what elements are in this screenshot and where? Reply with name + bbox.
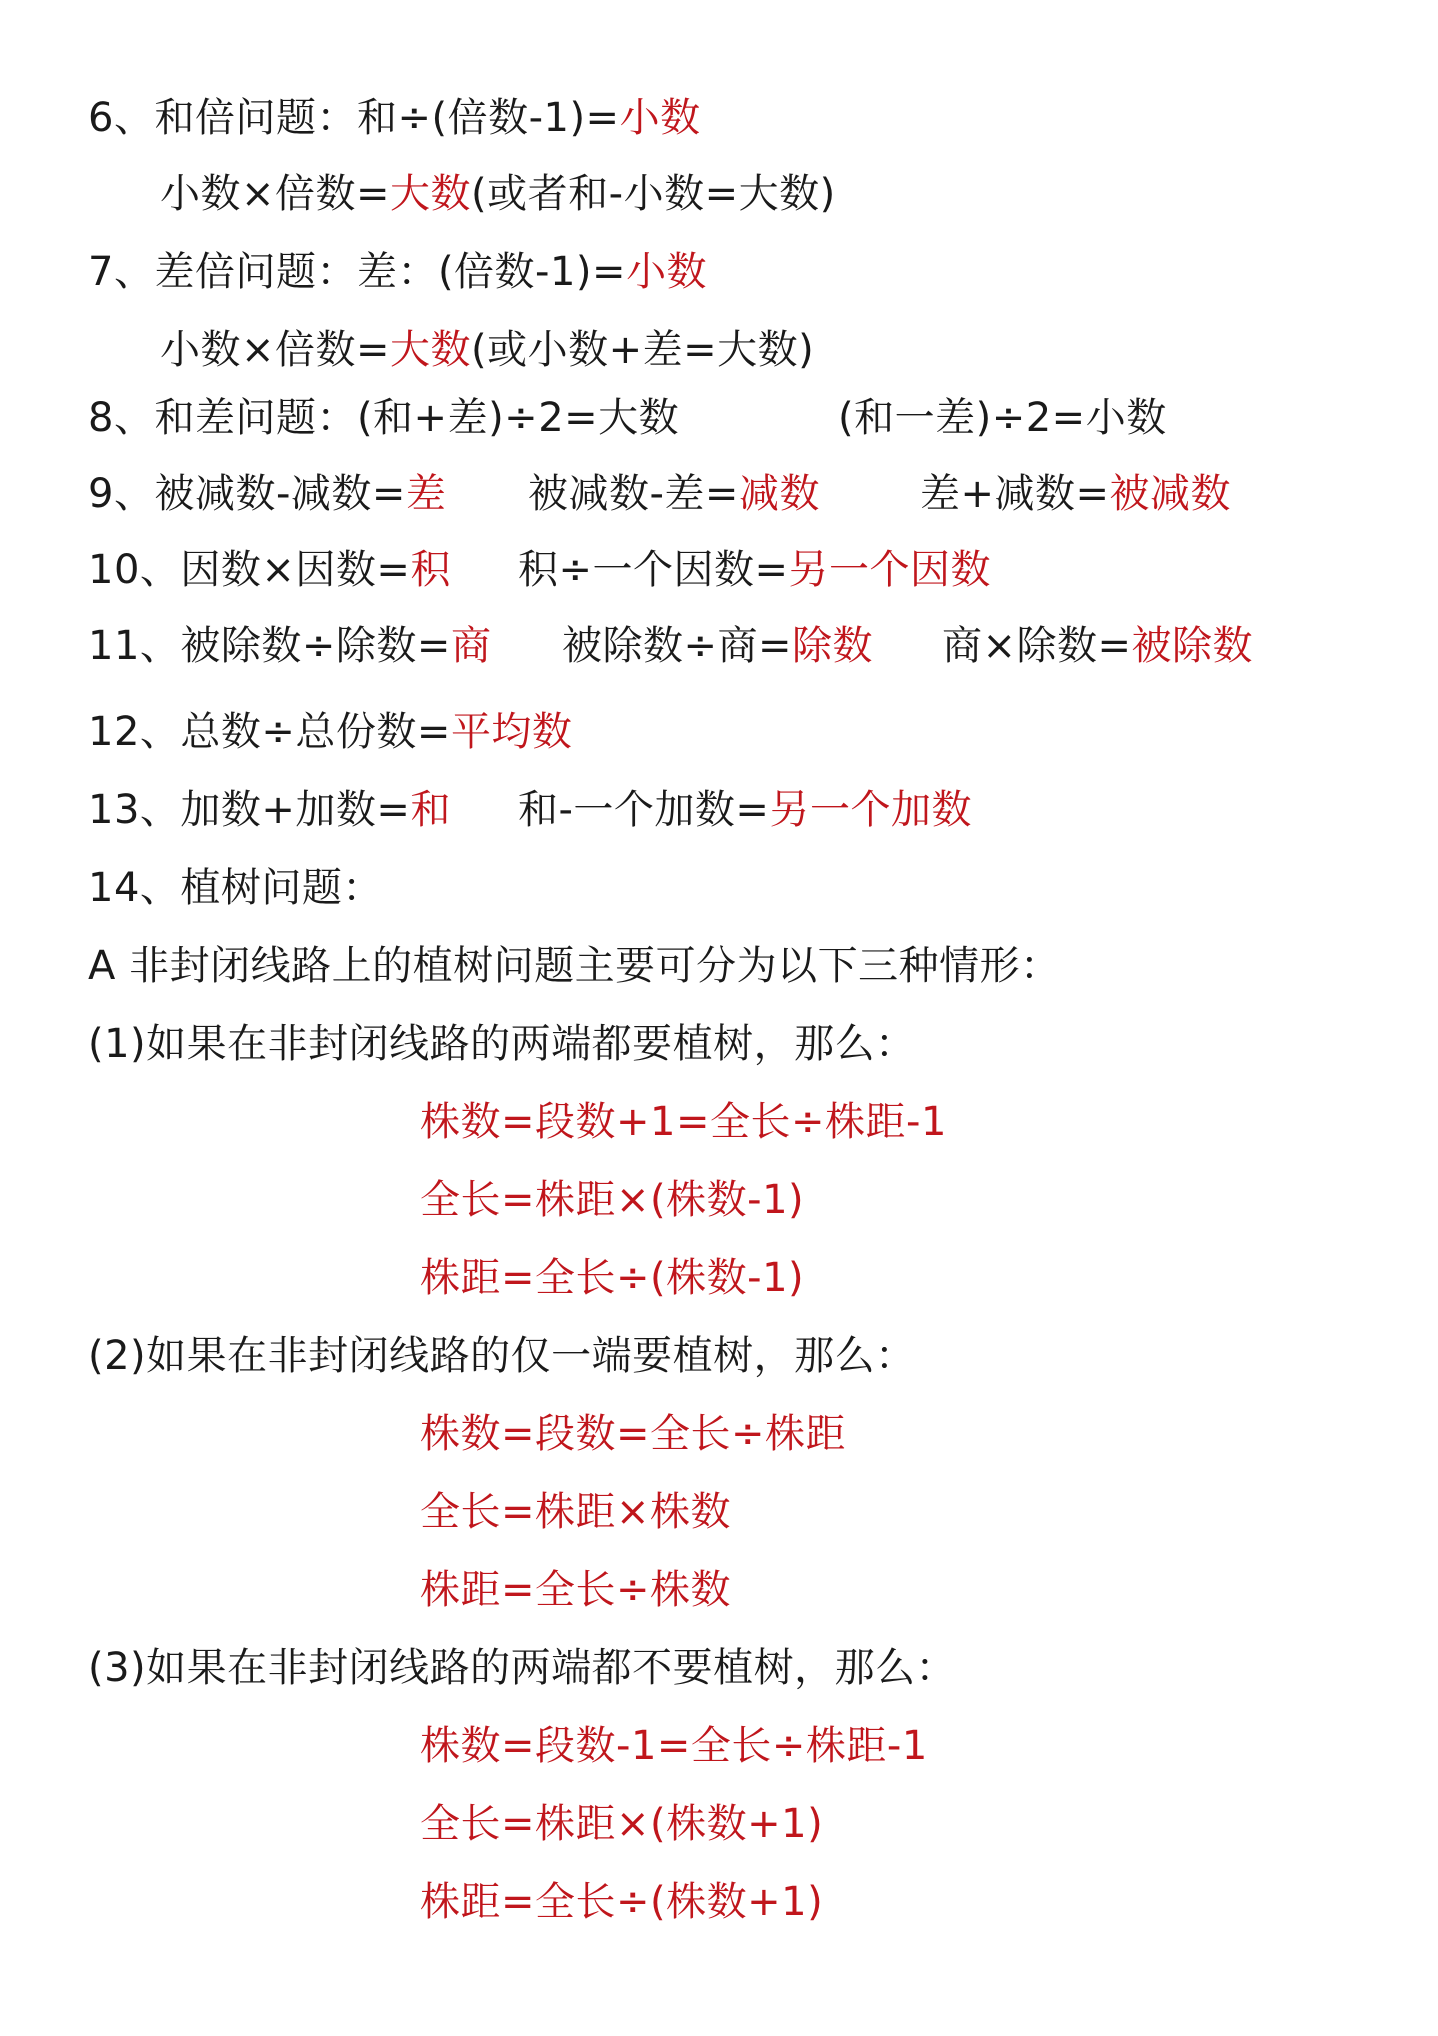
rule-10-a xyxy=(88,544,451,596)
case-2-formula-2-text: 全长=株距×株数 xyxy=(420,1489,732,1535)
rule-7-line-2 xyxy=(160,324,814,376)
rule-11b-text: 被除数÷商= xyxy=(562,623,793,669)
case-3-formula-2-text: 全长=株距×(株数+1) xyxy=(420,1801,824,1847)
rule-7b-note: (或小数+差=大数) xyxy=(471,327,815,373)
rule-10b-result: 另一个因数 xyxy=(788,547,992,593)
case-2-formula-3-text: 株距=全长÷株数 xyxy=(420,1567,732,1613)
case-3-formula-1 xyxy=(420,1720,928,1772)
rule-11b-result: 除数 xyxy=(792,623,874,669)
rule-13b-result: 另一个加数 xyxy=(769,787,972,833)
rule-9-c xyxy=(920,468,1231,520)
case-1-formula-1-text: 株数=段数+1=全长÷株距-1 xyxy=(420,1099,947,1145)
rule-11c-text: 商×除数= xyxy=(942,623,1132,669)
section-a-heading xyxy=(88,940,1061,992)
rule-8-line-2 xyxy=(838,392,1167,444)
rule-11c-result: 被除数 xyxy=(1131,623,1254,669)
rule-10a-text: 10、因数×因数= xyxy=(88,547,411,593)
rule-8a-text: 8、和差问题：(和+差)÷2=大数 xyxy=(88,395,680,441)
rule-13-b xyxy=(518,784,972,836)
rule-9a-text: 9、被减数-减数= xyxy=(88,471,406,517)
rule-13a-result: 和 xyxy=(410,787,451,833)
case-2-formula-2 xyxy=(420,1486,731,1538)
case-1-formula-3 xyxy=(420,1252,804,1304)
rule-6b-result: 大数 xyxy=(390,171,472,217)
rule-11a-text: 11、被除数÷除数= xyxy=(88,623,451,669)
rule-9-a xyxy=(88,468,446,520)
case-1-formula-2 xyxy=(420,1174,804,1226)
rule-8-line-1 xyxy=(88,392,679,444)
rule-9b-text: 被减数-差= xyxy=(528,471,739,517)
case-3-formula-2 xyxy=(420,1798,823,1850)
case-3-formula-3-text: 株距=全长÷(株数+1) xyxy=(420,1879,824,1925)
case-2-formula-3 xyxy=(420,1564,731,1616)
rule-10b-text: 积÷一个因数= xyxy=(518,547,789,593)
rule-12 xyxy=(88,706,572,758)
rule-9-b xyxy=(528,468,820,520)
rule-7-result: 小数 xyxy=(626,249,708,295)
case-1-formula-3-text: 株距=全长÷(株数-1) xyxy=(420,1255,805,1301)
rule-12-result: 平均数 xyxy=(450,709,573,755)
rule-7-text: 7、差倍问题：差：(倍数-1)= xyxy=(88,249,627,295)
case-3-heading xyxy=(88,1642,956,1694)
rule-7-line-1 xyxy=(88,246,707,298)
rule-13a-text: 13、加数+加数= xyxy=(88,787,411,833)
rule-9c-text: 差+减数= xyxy=(920,471,1110,517)
rule-10a-result: 积 xyxy=(410,547,451,593)
section-a-text: A 非封闭线路上的植树问题主要可分为以下三种情形： xyxy=(88,943,1061,989)
rule-9b-result: 减数 xyxy=(738,471,820,517)
rule-6-line-2 xyxy=(160,168,836,220)
case-1-text: (1)如果在非封闭线路的两端都要植树，那么： xyxy=(88,1021,916,1067)
case-3-formula-1-text: 株数=段数-1=全长÷株距-1 xyxy=(420,1723,928,1769)
rule-14-text: 14、植树问题： xyxy=(88,865,383,911)
rule-6-result: 小数 xyxy=(619,95,701,141)
rule-7b-text: 小数×倍数= xyxy=(160,327,391,373)
case-3-formula-3 xyxy=(420,1876,823,1928)
rule-11-c xyxy=(942,620,1253,672)
case-1-formula-1 xyxy=(420,1096,947,1148)
rule-11a-result: 商 xyxy=(450,623,492,669)
rule-6b-note: (或者和-小数=大数) xyxy=(471,171,836,217)
rule-9a-result: 差 xyxy=(405,471,447,517)
rule-11-a xyxy=(88,620,491,672)
case-1-heading xyxy=(88,1018,916,1070)
case-2-heading xyxy=(88,1330,916,1382)
rule-6b-text: 小数×倍数= xyxy=(160,171,391,217)
case-2-formula-1-text: 株数=段数=全长÷株距 xyxy=(420,1411,847,1457)
rule-13-a xyxy=(88,784,451,836)
case-2-text: (2)如果在非封闭线路的仅一端要植树，那么： xyxy=(88,1333,916,1379)
case-3-text: (3)如果在非封闭线路的两端都不要植树，那么： xyxy=(88,1645,957,1691)
rule-7b-result: 大数 xyxy=(390,327,472,373)
rule-10-b xyxy=(518,544,991,596)
rule-8b-text: (和一差)÷2=小数 xyxy=(838,395,1167,441)
case-1-formula-2-text: 全长=株距×(株数-1) xyxy=(420,1177,805,1223)
rule-6-text: 6、和倍问题：和÷(倍数-1)= xyxy=(88,95,620,141)
rule-6-line-1 xyxy=(88,92,701,144)
rule-11-b xyxy=(562,620,873,672)
rule-9c-result: 被减数 xyxy=(1109,471,1232,517)
rule-13b-text: 和-一个加数= xyxy=(518,787,770,833)
case-2-formula-1 xyxy=(420,1408,846,1460)
rule-14-heading xyxy=(88,862,383,914)
rule-12-text: 12、总数÷总份数= xyxy=(88,709,451,755)
